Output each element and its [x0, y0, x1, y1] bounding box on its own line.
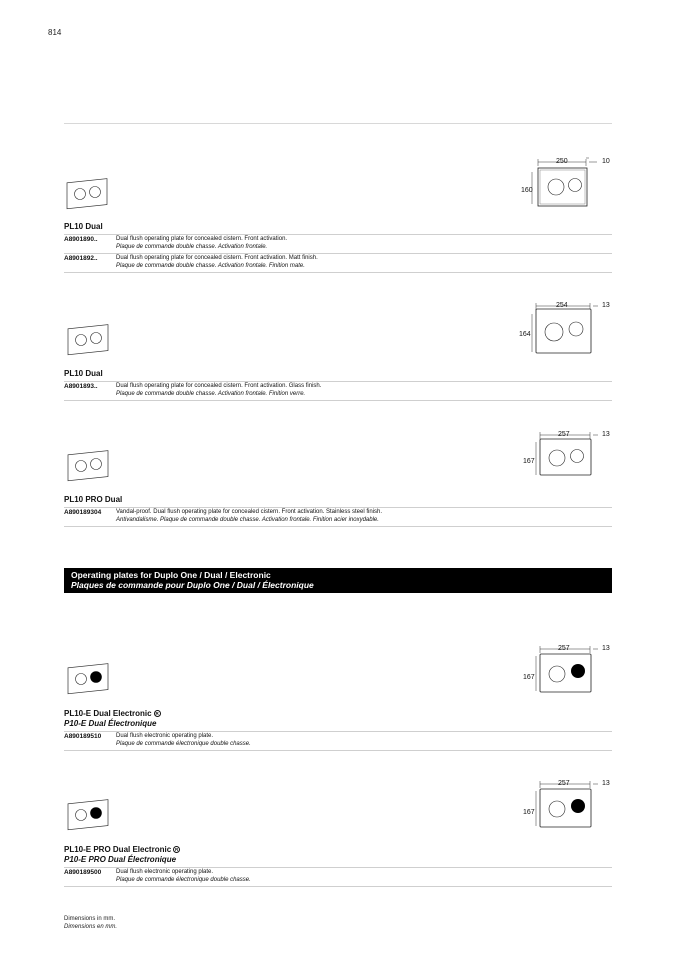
depth-label: 13	[602, 431, 610, 438]
width-label: 250	[556, 158, 568, 165]
description-en: Vandal-proof. Dual flush operating plate for concealed cistern. Front activation. Stainless steel finish.	[116, 509, 383, 515]
description-fr: Plaque de commande électronique double chasse.	[116, 740, 251, 747]
depth-label: 13	[602, 780, 610, 787]
plate-thumbnail	[66, 662, 111, 696]
product-subtitle: P10-E PRO Dual Électronique	[64, 855, 177, 864]
description-fr: Plaque de commande double chasse. Activation frontale. Finition verre.	[116, 390, 306, 397]
height-label: 167	[523, 809, 535, 816]
article-code: A8901892..	[64, 255, 98, 262]
spec-row	[64, 867, 612, 887]
width-label: 257	[558, 645, 570, 652]
article-code: A8901890..	[64, 236, 98, 243]
description-fr: Antivandalisme. Plaque de commande double chasse. Activation frontale. Finition acier inoxydable.	[116, 516, 379, 523]
article-code: A890189500	[64, 869, 102, 876]
footer-note	[64, 915, 117, 931]
dimension-drawing	[518, 639, 618, 699]
dimension-drawing	[518, 152, 618, 212]
spec-row	[64, 507, 612, 527]
height-label: 167	[523, 674, 535, 681]
product-title: PL10 PRO Dual	[64, 495, 123, 504]
spec-table	[64, 507, 612, 527]
product-title: PL10-E Dual Electronic	[64, 709, 152, 718]
depth-label: 13	[602, 302, 610, 309]
product-pl10-pro-dual	[64, 495, 612, 527]
article-code: A890189304	[64, 509, 102, 516]
plate-thumbnail	[66, 323, 111, 357]
product-pl10e-pro-dual-electronic	[64, 845, 612, 887]
dimension-drawing	[518, 296, 618, 356]
plate-thumbnail	[65, 177, 110, 211]
width-label: 257	[558, 431, 570, 438]
product-title: PL10 Dual	[64, 369, 103, 378]
product-pl10e-dual-electronic	[64, 709, 612, 751]
spec-row	[64, 234, 612, 253]
section-title: Operating plates for Duplo One / Dual / Electronic	[71, 570, 271, 580]
height-label: 160	[521, 187, 533, 194]
footer-fr: Dimensions en mm.	[64, 924, 118, 930]
spec-row	[64, 731, 612, 751]
product-pl10-dual-glass	[64, 369, 612, 401]
width-label: 254	[556, 302, 568, 309]
spec-table	[64, 867, 612, 887]
product-subtitle: P10-E Dual Électronique	[64, 719, 157, 728]
depth-label: 13	[602, 645, 610, 652]
footer-en: Dimensions in mm.	[64, 916, 116, 922]
description-en: Dual flush electronic operating plate.	[116, 733, 214, 739]
article-code: A890189510	[64, 733, 102, 740]
dimension-drawing	[518, 425, 618, 485]
page-number: 814	[48, 28, 62, 37]
spec-row	[64, 253, 612, 273]
depth-label: 10	[602, 158, 610, 165]
divider	[64, 123, 612, 124]
spec-table	[64, 731, 612, 751]
description-fr: Plaque de commande électronique double chasse.	[116, 876, 251, 883]
spec-table	[64, 381, 612, 401]
product-title: PL10 Dual	[64, 222, 103, 231]
spec-table	[64, 234, 612, 273]
article-code: A8901893..	[64, 383, 98, 390]
plate-thumbnail	[66, 798, 111, 832]
description-fr: Plaque de commande double chasse. Activation frontale.	[116, 243, 268, 250]
section-header	[64, 568, 612, 593]
width-label: 257	[558, 780, 570, 787]
registered-icon: R	[175, 847, 179, 852]
registered-icon: R	[155, 711, 159, 716]
description-en: Dual flush operating plate for concealed cistern. Front activation.	[116, 236, 288, 242]
product-pl10-dual	[64, 222, 612, 273]
spec-row	[64, 381, 612, 401]
description-en: Dual flush operating plate for concealed cistern. Front activation. Matt finish.	[116, 255, 318, 261]
description-en: Dual flush operating plate for concealed cistern. Front activation. Glass finish.	[116, 383, 322, 389]
plate-thumbnail	[66, 449, 111, 483]
description-fr: Plaque de commande double chasse. Activation frontale. Finition mate.	[116, 262, 305, 269]
height-label: 167	[523, 458, 535, 465]
product-title: PL10-E PRO Dual Electronic	[64, 845, 172, 854]
dimension-drawing	[518, 774, 618, 834]
height-label: 164	[519, 331, 531, 338]
description-en: Dual flush electronic operating plate.	[116, 869, 214, 875]
section-subtitle: Plaques de commande pour Duplo One / Dual / Électronique	[71, 580, 314, 590]
